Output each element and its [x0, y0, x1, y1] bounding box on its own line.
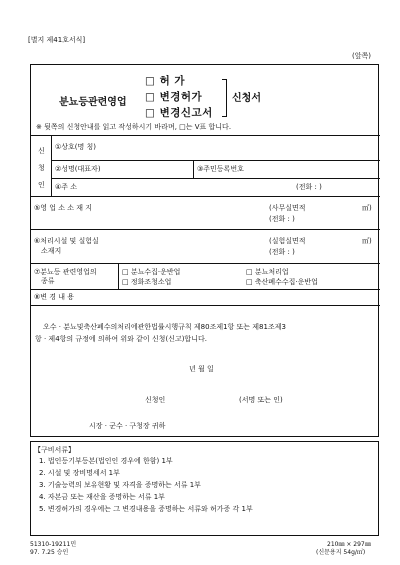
business-type-label: ⑦분뇨등 관련영업의 — [34, 268, 97, 276]
approval-date: 97. 7.25 승인 — [30, 549, 69, 556]
facility-location-field[interactable] — [121, 232, 261, 260]
address-label: ④주 소 — [55, 183, 78, 191]
location-phone-label: (전화 : ) — [269, 215, 295, 223]
required-documents-box — [30, 441, 379, 536]
date-line: 년 월 일 — [189, 365, 214, 373]
business-location-label: ⑤영 업 소 소 재 지 — [34, 204, 92, 212]
resident-number-field[interactable] — [266, 162, 376, 176]
required-documents-heading: 【구비서류】 — [34, 446, 76, 454]
applicant-label-1: 신 — [38, 147, 45, 155]
document-item: 1. 법인등기부등본(법인인 경우에 한함) 1부 — [39, 457, 173, 465]
office-area-label: (사무실면적 — [269, 204, 306, 212]
company-name-field[interactable] — [121, 137, 376, 157]
option-change-report[interactable]: □ 변경신고서 — [145, 107, 213, 119]
applicant-label-2: 청 — [38, 164, 45, 172]
facility-label: ⑥처리시설 및 실험실 — [34, 237, 99, 245]
representative-field[interactable] — [121, 162, 191, 176]
facility-phone-label: (전화 : ) — [269, 248, 295, 256]
paper-type: (신문용지 54g/㎡) — [316, 549, 366, 556]
applicant-sign-label: 신청인 — [145, 396, 166, 404]
form-code: 51310-19211민 — [30, 541, 77, 548]
address-field[interactable] — [121, 180, 291, 194]
applicant-phone-label: (전화 : ) — [296, 183, 322, 191]
option-change-permit[interactable]: □ 변경허가 — [145, 91, 203, 103]
option-collection-transport[interactable]: □ 분뇨수집·운반업 — [122, 268, 181, 276]
instruction-notice: ※ 뒷쪽의 신청안내를 읽고 작성하시기 바라며, □는 V표 합니다. — [36, 123, 232, 131]
business-type-label-2: 종류 — [41, 277, 55, 285]
document-item: 3. 기술능력의 보유현황 및 자격을 증명하는 서류 1부 — [39, 481, 201, 489]
page-side-label: (앞쪽) — [352, 52, 371, 60]
lab-area-label: (실험실면적 — [269, 237, 306, 245]
change-contents-label: ⑧변 경 내 용 — [34, 293, 74, 301]
option-treatment[interactable]: □ 분뇨처리업 — [246, 268, 289, 276]
declaration-line-2: 항 · 제4항의 규정에 의하여 위와 같이 신청(신고)합니다. — [35, 335, 207, 343]
title-bracket — [222, 79, 227, 117]
option-livestock-wastewater[interactable]: □ 축산폐수수집·운반업 — [246, 278, 318, 286]
resident-number-label: ③주민등록번호 — [197, 165, 244, 173]
applicant-label-3: 인 — [38, 181, 45, 189]
representative-label: ②성명(대표자) — [55, 165, 101, 173]
option-permit[interactable]: □ 허 가 — [145, 75, 186, 87]
facility-label-2: 소재지 — [41, 247, 62, 255]
title-suffix: 신청서 — [232, 93, 261, 104]
document-item: 4. 자본금 또는 재산을 증명하는 서류 1부 — [39, 493, 165, 501]
business-location-field[interactable] — [121, 199, 261, 227]
office-area-unit: ㎡) — [362, 204, 372, 212]
lab-area-unit: ㎡) — [362, 237, 372, 245]
document-item: 2. 시설 및 장비명세서 1부 — [39, 469, 120, 477]
recipient-label: 시장 · 군수 · 구청장 귀하 — [89, 422, 166, 430]
change-contents-field[interactable] — [121, 291, 376, 303]
declaration-line-1: 오수 · 분뇨및축산폐수의처리에관한법률시행규칙 제80조제1항 또는 제81조제3 — [43, 323, 286, 331]
form-number: [별지 제41호서식] — [28, 36, 86, 44]
company-name-label: ①상호(명 칭) — [55, 143, 97, 151]
paper-size: 210㎜ × 297㎜ — [327, 541, 371, 548]
document-item: 5. 변경허가의 경우에는 그 변경내용을 증명하는 서류와 허가증 각 1부 — [39, 505, 253, 513]
application-form — [30, 64, 379, 437]
signature-field[interactable]: (서명 또는 인) — [239, 396, 283, 404]
option-septic-cleaning[interactable]: □ 정화조청소업 — [122, 278, 172, 286]
business-label: 분뇨등관련영업 — [59, 97, 127, 108]
